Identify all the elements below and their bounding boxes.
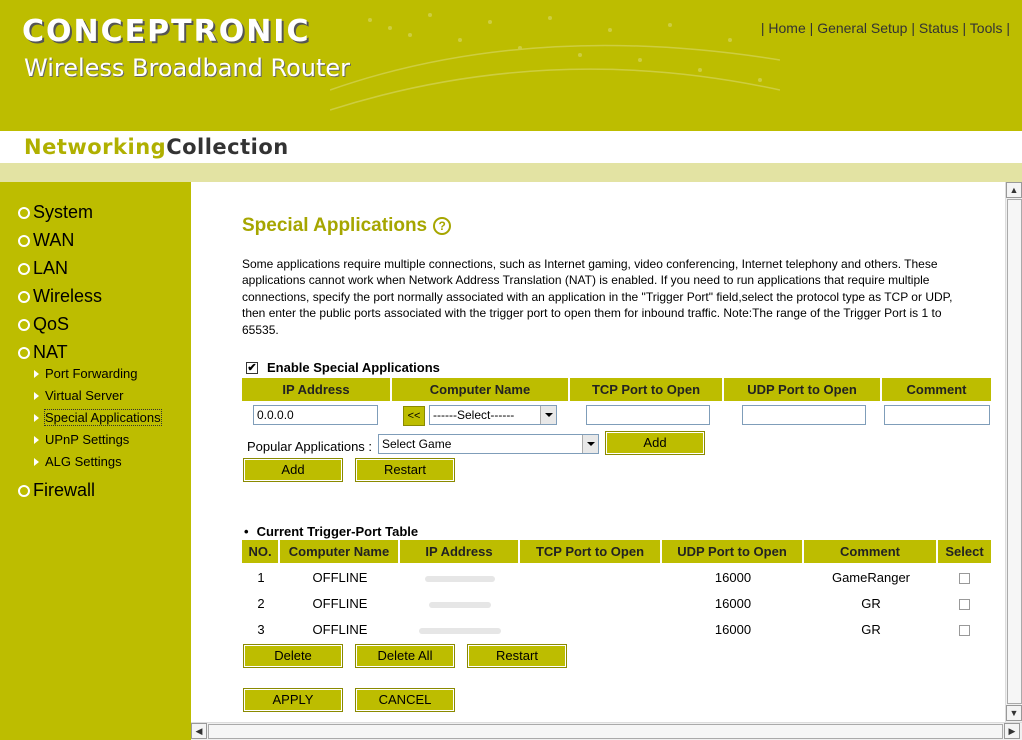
nav-general-setup-link[interactable]: General Setup: [817, 20, 908, 36]
sidebar-subitem-upnp-settings[interactable]: [34, 432, 129, 447]
delete-all-button[interactable]: Delete All: [356, 645, 454, 667]
cell-select: [938, 617, 991, 643]
nav-tools-link[interactable]: Tools: [969, 20, 1003, 36]
sidebar-item-label: Wireless: [33, 286, 103, 306]
comment-input[interactable]: [884, 405, 990, 425]
sidebar-item-label: Firewall: [33, 480, 96, 500]
enable-special-applications-checkbox[interactable]: ✔: [247, 361, 257, 374]
cell-udp-port: 16000: [714, 596, 752, 611]
cell-tcp-port: [520, 617, 662, 643]
sidebar-item-firewall[interactable]: [18, 480, 95, 501]
product-name: Wireless Broadband Router: [24, 54, 351, 82]
tagline-band: [0, 131, 1022, 163]
col-select: Select: [945, 544, 984, 559]
table-row: [242, 591, 991, 617]
sidebar-item-lan[interactable]: [18, 258, 68, 279]
cell-udp-port: 16000: [714, 622, 752, 637]
apply-button[interactable]: APPLY: [244, 689, 342, 711]
cell-no: 1: [257, 570, 265, 585]
scroll-down-icon[interactable]: ▼: [1006, 705, 1022, 721]
sidebar-subitem-label: UPnP Settings: [45, 432, 130, 447]
nav-home-link[interactable]: Home: [768, 20, 806, 36]
triangle-right-icon: [34, 392, 39, 400]
cell-no: 3: [257, 622, 265, 637]
sidebar-subitem-label: Port Forwarding: [45, 366, 138, 381]
cell-ip-address: [400, 565, 520, 591]
col-tcp-port: TCP Port to Open: [520, 540, 662, 563]
radio-bullet-icon: [18, 485, 30, 497]
sidebar-item-label: QoS: [33, 314, 70, 334]
sidebar-subitem-virtual-server[interactable]: [34, 388, 124, 403]
restart-table-button[interactable]: Restart: [468, 645, 566, 667]
udp-port-input[interactable]: [742, 405, 866, 425]
table-title: [244, 524, 418, 539]
horizontal-scrollbar[interactable]: [191, 722, 1022, 740]
col-no: NO.: [242, 540, 280, 563]
header-computer-name: Computer Name: [392, 378, 570, 401]
popular-applications-label: Popular Applications :: [247, 439, 373, 454]
sidebar: [0, 182, 191, 740]
cell-select: [938, 565, 991, 591]
sidebar-subitem-special-applications[interactable]: [34, 410, 161, 425]
cell-comment: GR: [861, 596, 881, 611]
cell-comment: GR: [861, 622, 881, 637]
add-popular-button[interactable]: Add: [606, 432, 704, 454]
computer-name-select[interactable]: [429, 405, 557, 425]
main-content: [191, 182, 1005, 722]
row-select-checkbox[interactable]: [959, 625, 970, 636]
bullet-dot-icon: •: [244, 524, 249, 539]
scroll-up-icon[interactable]: ▲: [1006, 182, 1022, 198]
table-header-row: [242, 540, 991, 563]
cancel-button[interactable]: CANCEL: [356, 689, 454, 711]
cell-tcp-port: [520, 591, 662, 617]
header-comment: Comment: [906, 382, 967, 397]
page-title: [242, 215, 451, 237]
ip-address-input[interactable]: 0.0.0.0: [253, 405, 378, 425]
sidebar-item-qos[interactable]: [18, 314, 69, 335]
sidebar-item-label: WAN: [33, 230, 75, 250]
sidebar-item-label: System: [33, 202, 94, 222]
tagline-part1: Networking: [24, 135, 167, 159]
sidebar-item-nat[interactable]: [18, 342, 68, 363]
table-row: [242, 617, 991, 643]
sidebar-item-wireless[interactable]: [18, 286, 102, 307]
header-tcp-port: TCP Port to Open: [570, 378, 724, 401]
sidebar-subitem-alg-settings[interactable]: [34, 454, 122, 469]
description-text: Some applications require multiple connections, such as Internet gaming, video conferencing, Internet telephony and others. These applications cannot work when Network Address Translation (NAT) is enabled. If you need to run applications that require multiple connections, specify the port normally associated with an application in the "Trigger Port" field,select the protocol type as TCP or UDP, then enter the public ports associated with the trigger port to open them for inbound traffic. Note:The range of the Trigger Port is 1 to 65535.: [242, 257, 953, 337]
header-banner: [0, 0, 1022, 131]
scroll-left-icon[interactable]: ◀: [191, 723, 207, 739]
triangle-right-icon: [34, 458, 39, 466]
scroll-right-icon[interactable]: ▶: [1004, 723, 1020, 739]
radio-bullet-icon: [18, 263, 30, 275]
tagline: [24, 135, 289, 159]
radio-bullet-icon: [18, 207, 30, 219]
table-row: [242, 565, 991, 591]
sidebar-item-wan[interactable]: [18, 230, 74, 251]
divider-band: [0, 163, 1022, 182]
vertical-scrollbar[interactable]: [1005, 182, 1022, 722]
popular-select-value: Select Game: [382, 437, 452, 451]
restart-button[interactable]: Restart: [356, 459, 454, 481]
sidebar-subitem-port-forwarding[interactable]: [34, 366, 137, 381]
brand-logo: CONCEPTRONIC: [22, 14, 311, 49]
radio-bullet-icon: [18, 235, 30, 247]
top-navigation: | Home | General Setup | Status | Tools |: [760, 20, 1010, 36]
header-ip-address: IP Address: [242, 378, 392, 401]
radio-bullet-icon: [18, 319, 30, 331]
col-udp-port: UDP Port to Open: [662, 540, 804, 563]
triangle-right-icon: [34, 414, 39, 422]
scrollbar-thumb[interactable]: [1007, 199, 1022, 704]
help-icon[interactable]: ?: [433, 217, 451, 235]
sidebar-subitem-label: Virtual Server: [45, 388, 124, 403]
dropdown-arrow-icon: [582, 435, 598, 453]
radio-bullet-icon: [18, 291, 30, 303]
sidebar-subitem-label: Special Applications: [45, 410, 161, 425]
redacted-ip: [425, 576, 495, 582]
tagline-part2: Collection: [166, 135, 289, 159]
dropdown-arrow-icon: [540, 406, 556, 424]
add-button[interactable]: Add: [244, 459, 342, 481]
sidebar-item-system[interactable]: [18, 202, 93, 223]
enable-label: Enable Special Applications: [267, 360, 440, 375]
cell-ip-address: [400, 591, 520, 617]
cell-tcp-port: [520, 565, 662, 591]
triangle-right-icon: [34, 436, 39, 444]
cell-computer-name: OFFLINE: [312, 622, 368, 637]
col-ip-address: IP Address: [400, 540, 520, 563]
tcp-port-input[interactable]: [586, 405, 710, 425]
triangle-right-icon: [34, 370, 39, 378]
sidebar-item-label: NAT: [33, 342, 68, 362]
cell-udp-port: 16000: [714, 570, 752, 585]
row-select-checkbox[interactable]: [959, 573, 970, 584]
form-header-row: [242, 378, 991, 401]
decorative-dots: [330, 0, 780, 131]
cell-computer-name: OFFLINE: [312, 570, 368, 585]
cell-select: [938, 591, 991, 617]
cell-ip-address: [400, 617, 520, 643]
header-udp-port: UDP Port to Open: [724, 378, 882, 401]
col-computer-name: Computer Name: [280, 540, 400, 563]
copy-ip-button[interactable]: <<: [403, 406, 425, 426]
cell-computer-name: OFFLINE: [312, 596, 368, 611]
delete-button[interactable]: Delete: [244, 645, 342, 667]
radio-bullet-active-icon: [18, 347, 30, 359]
nav-status-link[interactable]: Status: [918, 20, 959, 36]
cell-comment: GameRanger: [831, 570, 911, 585]
col-comment: Comment: [804, 540, 938, 563]
computer-select-value: ------Select------: [433, 408, 515, 422]
cell-no: 2: [257, 596, 265, 611]
table-title-text: Current Trigger-Port Table: [256, 524, 419, 539]
popular-applications-select[interactable]: [378, 434, 599, 454]
redacted-ip: [419, 628, 501, 634]
page-title-text: Special Applications: [242, 215, 428, 236]
scrollbar-thumb[interactable]: [208, 724, 1003, 739]
row-select-checkbox[interactable]: [959, 599, 970, 610]
enable-row: [246, 360, 440, 375]
sidebar-subitem-label: ALG Settings: [45, 454, 122, 469]
sidebar-item-label: LAN: [33, 258, 69, 278]
redacted-ip: [429, 602, 491, 608]
